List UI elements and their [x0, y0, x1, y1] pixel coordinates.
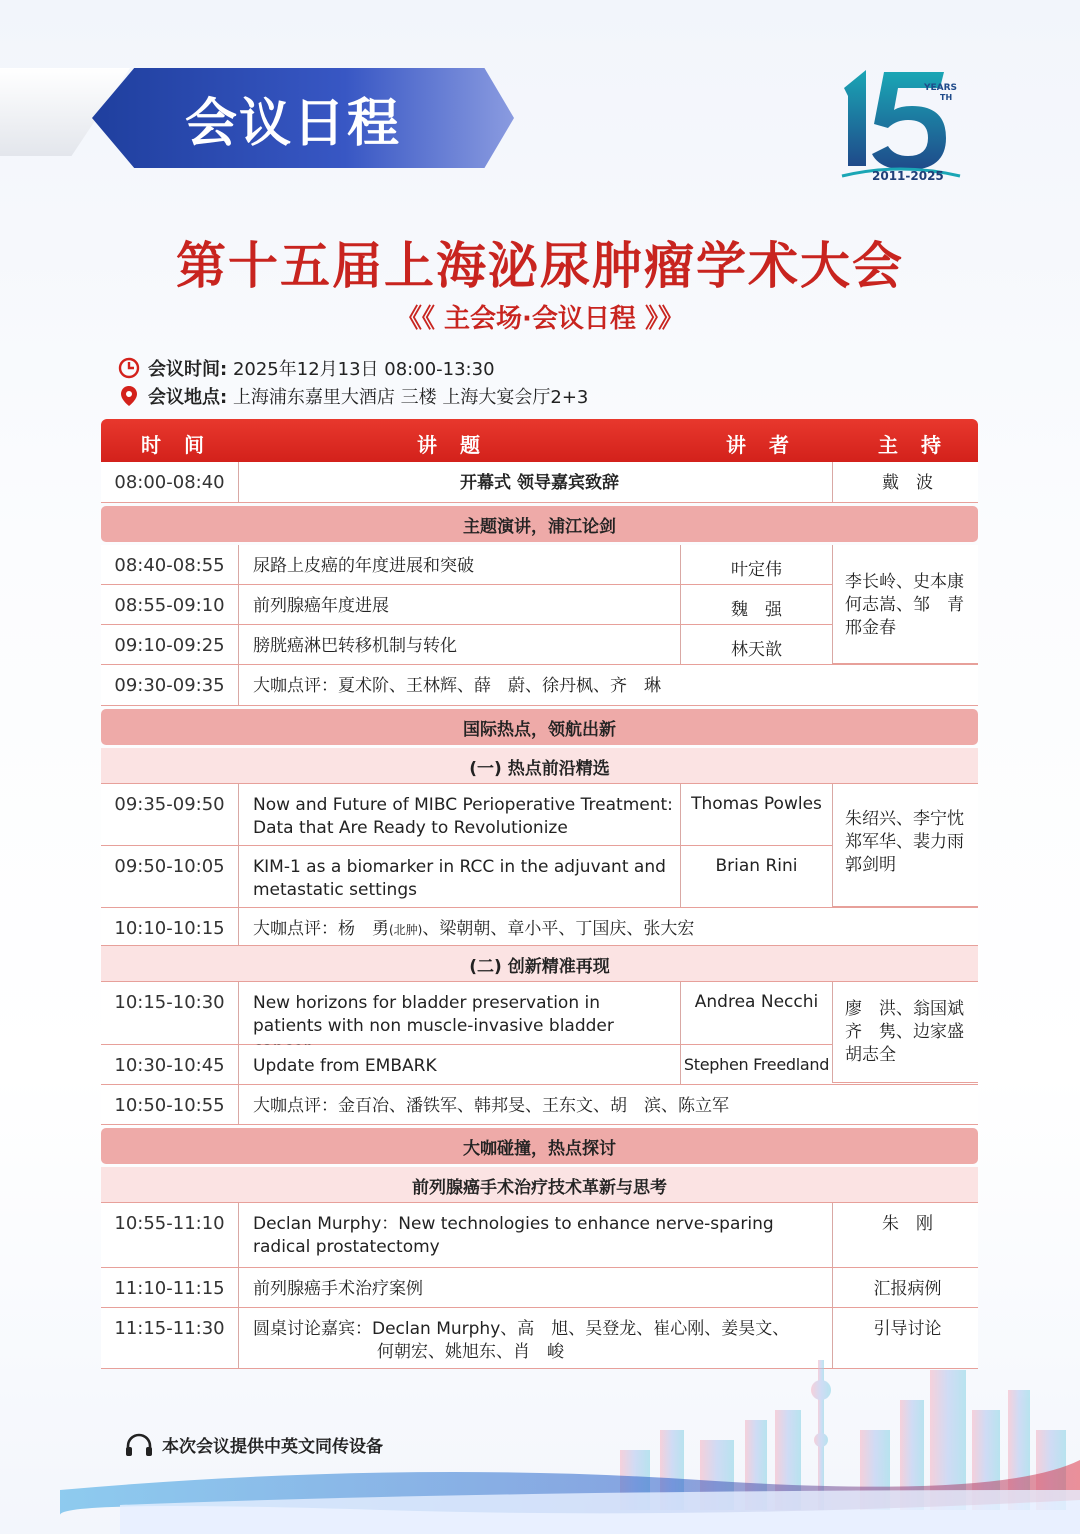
clock-icon [118, 357, 140, 379]
panel-line: 圆桌讨论嘉宾：Declan Murphy、高 旭、吴登龙、崔心刚、姜昊文、 [253, 1319, 790, 1339]
row-time: 11:15-11:30 [114, 1318, 225, 1339]
row-time: 10:15-10:30 [114, 992, 225, 1013]
section2b-block [101, 982, 978, 1085]
row-host: 引导讨论 [832, 1308, 978, 1368]
location-pin-icon [118, 385, 140, 407]
row-time: 11:10-11:15 [114, 1278, 225, 1299]
row-topic: KIM-1 as a biomarker in RCC in the adjuvant and metastatic settings [238, 846, 680, 907]
meeting-place-value: 上海浦东嘉里大酒店 三楼 上海大宴会厅2+3 [232, 387, 589, 408]
section-band: 大咖碰撞，热点探讨 [101, 1128, 978, 1164]
host-line: 齐 隽、边家盛 [845, 1022, 964, 1042]
section2b-hosts [832, 982, 978, 1083]
row-speaker: Stephen Freedland [680, 1045, 832, 1084]
row-time: 09:50-10:05 [114, 856, 225, 877]
header-host: 主 持 [878, 433, 949, 457]
meeting-time [118, 355, 495, 381]
row-comment [238, 908, 978, 945]
comment-text: 、梁朝朝、章小平、丁国庆、张大宏 [422, 919, 695, 939]
row-topic: 膀胱癌淋巴转移机制与转化 [238, 625, 680, 664]
row-host: 汇报病例 [832, 1268, 978, 1307]
row-topic: New horizons for bladder preservation in patients with non muscle-invasive bladder [238, 982, 680, 1044]
table-row [101, 1268, 978, 1308]
translation-note [124, 1432, 383, 1458]
page-title: 第十五届上海泌尿肿瘤学术大会 [176, 236, 904, 295]
header-speaker: 讲 者 [726, 433, 797, 457]
row-time: 09:10-09:25 [114, 635, 225, 656]
host-line: 胡志全 [845, 1045, 896, 1065]
headphones-icon [124, 1432, 154, 1458]
row-speaker: Andrea Necchi [680, 982, 832, 1044]
header-time: 时 间 [141, 433, 212, 457]
meeting-place [118, 383, 588, 409]
row-speaker: Thomas Powles [680, 784, 832, 845]
anniversary-logo [836, 66, 966, 186]
table-row [101, 908, 978, 946]
row-topic: Update from EMBARK [238, 1045, 680, 1084]
section-band: 国际热点，领航出新 [101, 709, 978, 745]
meeting-time-value: 2025年12月13日 08:00-13:30 [232, 359, 495, 380]
comment-text: 大咖点评：杨 勇 [253, 919, 389, 939]
row-topic: 尿路上皮癌的年度进展和突破 [238, 545, 680, 584]
ribbon-title: 会议日程 [184, 93, 401, 154]
translation-note-text: 本次会议提供中英文同传设备 [162, 1437, 383, 1457]
section-band: 主题演讲，浦江论剑 [101, 506, 978, 542]
panel-line: 何朝宏、姚旭东、肖 峻 [377, 1342, 564, 1362]
host-line: 廖 洪、翁国斌 [845, 999, 964, 1019]
logo-th-text: TH [940, 93, 953, 102]
section1-hosts [832, 545, 978, 664]
row-topic: 前列腺癌手术治疗案例 [238, 1268, 832, 1307]
row-topic: 开幕式 领导嘉宾致辞 [238, 462, 832, 502]
table-row [101, 665, 978, 706]
row-time: 09:30-09:35 [114, 675, 225, 696]
host-line: 郭剑明 [845, 855, 896, 875]
table-row [101, 462, 978, 503]
row-host: 戴 波 [832, 462, 978, 502]
meeting-time-label: 会议时间: [148, 359, 228, 380]
schedule-table [101, 419, 978, 1369]
row-comment: 大咖点评：夏术阶、王林辉、薛 蔚、徐丹枫、齐 琳 [238, 665, 978, 705]
host-line: 邢金春 [845, 618, 896, 638]
table-header [101, 419, 978, 462]
row-topic: 前列腺癌年度进展 [238, 585, 680, 624]
row-time: 10:50-10:55 [114, 1095, 225, 1116]
row-time: 10:10-10:15 [114, 918, 225, 939]
row-time: 08:40-08:55 [114, 555, 225, 576]
row-topic: Now and Future of MIBC Perioperative Treatment: Data that Are Ready to Revolutionize [238, 784, 680, 845]
meeting-place-label: 会议地点: [148, 387, 228, 408]
table-row [101, 1203, 978, 1268]
header-topic: 讲 题 [417, 433, 488, 457]
row-time: 09:35-09:50 [114, 794, 225, 815]
logo-range-text: 2011-2025 [872, 169, 944, 183]
logo-years-text: YEARS [924, 83, 958, 93]
section2a-block [101, 784, 978, 908]
host-line: 朱绍兴、李宁忱 [845, 809, 964, 829]
host-line: 郑军华、裴力雨 [845, 832, 964, 852]
section1-block [101, 545, 978, 665]
host-line: 李长岭、史本康 [845, 572, 964, 592]
subsection-band: (一) 热点前沿精选 [101, 748, 978, 784]
host-line: 何志嵩、邹 青 [845, 595, 964, 615]
subsection-band: 前列腺癌手术治疗技术革新与思考 [101, 1167, 978, 1203]
section2a-hosts [832, 784, 978, 907]
row-speaker: Brian Rini [680, 846, 832, 907]
subsection-band: (二) 创新精准再现 [101, 946, 978, 982]
comment-note: (北肿) [389, 923, 423, 937]
row-time: 10:55-11:10 [114, 1213, 225, 1234]
row-time: 08:55-09:10 [114, 595, 225, 616]
row-speaker: 叶定伟 [680, 545, 832, 584]
table-row [101, 1085, 978, 1125]
row-host: 朱 刚 [832, 1203, 978, 1267]
page-subtitle: 《《 主会场·会议日程 》》 [396, 304, 684, 334]
row-time: 10:30-10:45 [114, 1055, 225, 1076]
row-speaker: 林天歆 [680, 625, 832, 664]
row-topic: Declan Murphy：New technologies to enhance nerve-sparing radical prostatectomy [238, 1203, 832, 1267]
row-speaker: 魏 强 [680, 585, 832, 624]
row-time: 08:00-08:40 [114, 472, 225, 493]
row-comment: 大咖点评：金百冶、潘铁军、韩邦旻、王东文、胡 滨、陈立军 [238, 1085, 978, 1124]
